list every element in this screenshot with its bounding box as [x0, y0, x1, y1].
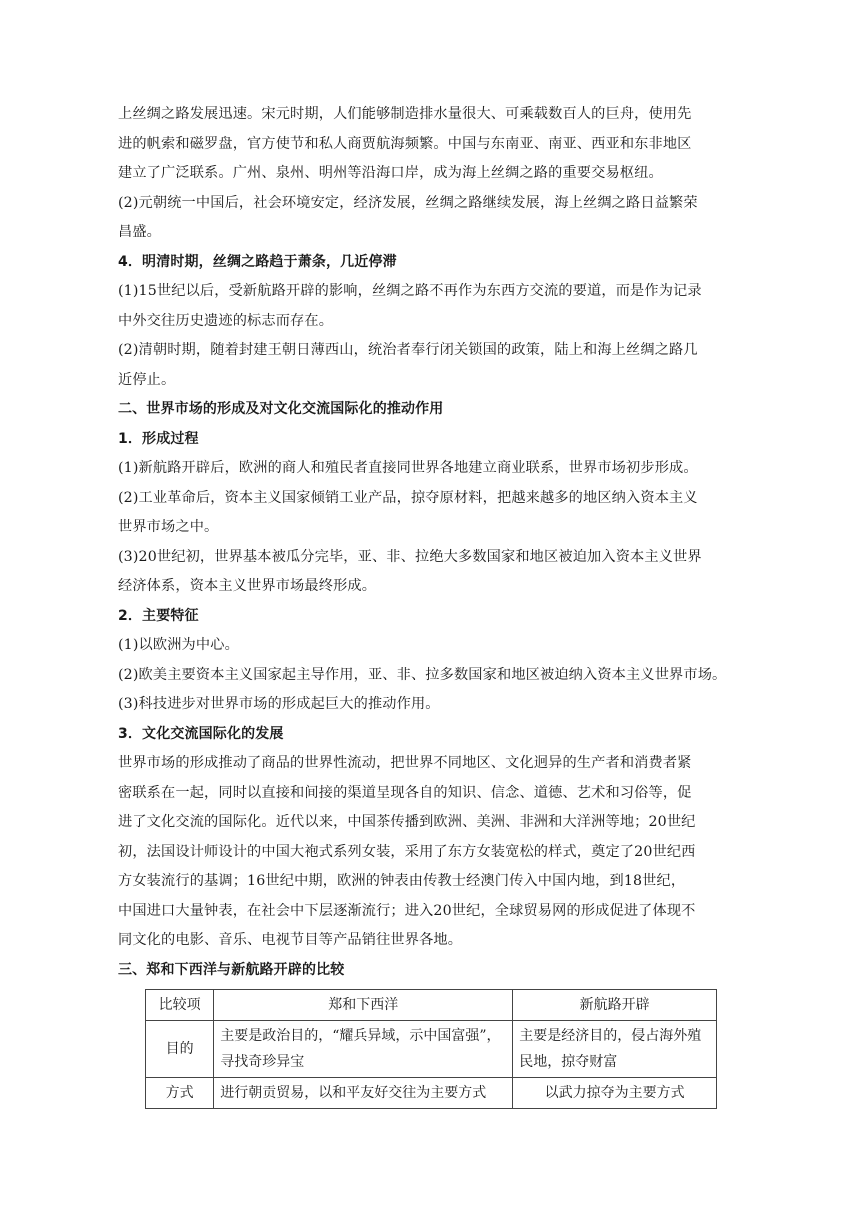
section-heading: 3．文化交流国际化的发展 [118, 725, 284, 742]
table-header-cell: 比较项 [146, 990, 214, 1021]
text-line: 建立了广泛联系。广州、泉州、明州等沿海口岸，成为海上丝绸之路的重要交易枢纽。 [118, 165, 663, 181]
text-line: 初，法国设计师设计的中国大袍式系列女装，采用了东方女装宽松的样式，奠定了20世纪西 [118, 843, 696, 860]
section-heading: 1．形成过程 [118, 430, 199, 447]
table-row-label: 方式 [146, 1078, 214, 1109]
section-heading: 4．明清时期，丝绸之路趋于萧条，几近停滞 [118, 253, 397, 270]
text-line: 世界市场的形成推动了商品的世界性流动，把世界不同地区、文化迥异的生产者和消费者紧 [118, 755, 692, 771]
table-row [146, 1021, 717, 1078]
table-cell: 进行朝贡贸易，以和平友好交往为主要方式 [214, 1078, 513, 1109]
text-line: 进的帆索和磁罗盘，官方使节和私人商贾航海频繁。中国与东南亚、南亚、西亚和东非地区 [118, 135, 692, 152]
text-line: 密联系在一起，同时以直接和间接的渠道呈现各自的知识、信念、道德、艺术和习俗等，促 [118, 784, 692, 801]
text-line: 昌盛。 [118, 224, 162, 240]
text-line: 近停止。 [118, 371, 176, 388]
text-line: (3)科技进步对世界市场的形成起巨大的推动作用。 [118, 696, 440, 712]
chapter-heading: 二、世界市场的形成及对文化交流国际化的推动作用 [118, 401, 444, 417]
text-line: 经济体系，资本主义世界市场最终形成。 [118, 578, 377, 594]
table-row-label: 目的 [146, 1021, 214, 1078]
comparison-table [145, 989, 717, 1109]
text-line: 世界市场之中。 [118, 519, 219, 535]
table-cell: 以武力掠夺为主要方式 [513, 1078, 717, 1109]
table-header-cell: 新航路开辟 [513, 990, 717, 1021]
table-cell: 主要是政治目的，“耀兵异域，示中国富强”，寻找奇珍异宝 [214, 1021, 513, 1078]
text-line: (2)欧美主要资本主义国家起主导作用，亚、非、拉多数国家和地区被迫纳入资本主义世界市场。 [118, 666, 727, 683]
text-line: (2)工业革命后，资本主义国家倾销工业产品，掠夺原材料，把越来越多的地区纳入资本主义 [118, 489, 698, 506]
text-line: 方女装流行的基调；16世纪中期，欧洲的钟表由传教士经澳门传入中国内地，到18世纪， [118, 873, 686, 889]
text-line: 中国进口大量钟表，在社会中下层逐渐流行；进入20世纪，全球贸易网的形成促进了体现不 [118, 902, 696, 919]
text-line: (1)以欧洲为中心。 [118, 637, 239, 653]
document-body [118, 100, 743, 985]
chapter-heading: 三、郑和下西洋与新航路开辟的比较 [118, 961, 345, 978]
table-header-cell: 郑和下西洋 [214, 990, 513, 1021]
text-line: 同文化的电影、音乐、电视节目等产品销往世界各地。 [118, 932, 463, 948]
text-line: (1)15世纪以后，受新航路开辟的影响，丝绸之路不再作为东西方交流的要道，而是作为记录 [118, 283, 702, 299]
table-row [146, 1078, 717, 1109]
text-line: (3)20世纪初，世界基本被瓜分完毕，亚、非、拉绝大多数国家和地区被迫加入资本主义世界 [118, 548, 702, 565]
text-line: 中外交往历史遗迹的标志而存在。 [118, 312, 334, 329]
text-line: (1)新航路开辟后，欧洲的商人和殖民者直接同世界各地建立商业联系，世界市场初步形成。 [118, 460, 698, 476]
table-header-row [146, 990, 717, 1021]
text-line: (2)元朝统一中国后，社会环境安定，经济发展，丝绸之路继续发展，海上丝绸之路日益繁荣 [118, 194, 698, 211]
text-line: (2)清朝时期，随着封建王朝日薄西山，统治者奉行闭关锁国的政策，陆上和海上丝绸之路几 [118, 342, 698, 358]
text-line: 进了文化交流的国际化。近代以来，中国茶传播到欧洲、美洲、非洲和大洋洲等地；20世纪 [118, 814, 696, 830]
section-heading: 2．主要特征 [118, 607, 199, 624]
table-cell: 主要是经济目的，侵占海外殖民地，掠夺财富 [513, 1021, 717, 1078]
text-line: 上丝绸之路发展迅速。宋元时期，人们能够制造排水量很大、可乘载数百人的巨舟，使用先 [118, 106, 692, 122]
